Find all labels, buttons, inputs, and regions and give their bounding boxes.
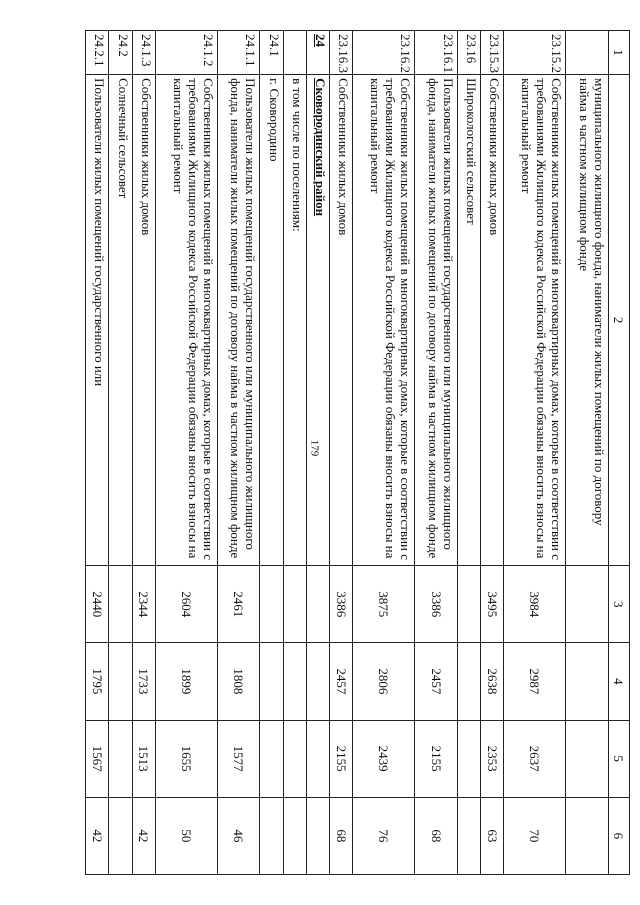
table-row [283, 31, 306, 875]
row-value-col4: 2806 [353, 643, 415, 720]
row-value-col4: 2457 [330, 643, 353, 720]
table-row [353, 31, 415, 875]
row-value-col4: 2457 [415, 643, 458, 720]
row-value-col5 [260, 720, 283, 797]
tariff-table-sheet [85, 30, 630, 875]
row-value-col3 [109, 566, 132, 643]
row-value-col6: 46 [217, 797, 260, 874]
table-row [504, 31, 566, 875]
table-row [330, 31, 353, 875]
row-code: 24.2 [109, 31, 132, 75]
table-row [457, 31, 480, 875]
row-value-col6 [260, 797, 283, 874]
header-col-1: 1 [609, 31, 630, 75]
row-value-col4: 2638 [481, 643, 504, 720]
header-col-6: 6 [609, 797, 630, 874]
row-value-col4 [283, 643, 306, 720]
row-name: Пользователи жилых помещений государственного или [86, 75, 109, 566]
row-value-col3: 2440 [86, 566, 109, 643]
row-value-col3: 2604 [155, 566, 217, 643]
row-code: 23.15.3 [481, 31, 504, 75]
row-name: в том числе по поселениям: [283, 75, 306, 566]
row-code: 23.16.2 [353, 31, 415, 75]
table-body [86, 31, 609, 875]
row-value-col6: 50 [155, 797, 217, 874]
row-value-col6: 63 [481, 797, 504, 874]
table-row [415, 31, 458, 875]
row-code: 24 [306, 31, 329, 75]
row-value-col3 [306, 566, 329, 643]
row-value-col5 [283, 720, 306, 797]
row-value-col3: 2344 [132, 566, 155, 643]
header-col-3: 3 [609, 566, 630, 643]
row-value-col3: 3386 [330, 566, 353, 643]
row-value-col5: 2439 [353, 720, 415, 797]
tariff-table [85, 30, 630, 875]
row-value-col5: 1577 [217, 720, 260, 797]
row-code: 24.1.1 [217, 31, 260, 75]
row-value-col4: 1795 [86, 643, 109, 720]
row-code: 24.2.1 [86, 31, 109, 75]
row-value-col3: 3495 [481, 566, 504, 643]
row-value-col5: 1655 [155, 720, 217, 797]
table-row [566, 31, 609, 875]
row-value-col6: 70 [504, 797, 566, 874]
row-value-col3 [283, 566, 306, 643]
row-name: г. Сковородино [260, 75, 283, 566]
row-value-col6: 42 [86, 797, 109, 874]
table-row [481, 31, 504, 875]
row-value-col5: 2155 [330, 720, 353, 797]
row-value-col3 [566, 566, 609, 643]
row-value-col5 [109, 720, 132, 797]
row-value-col6: 68 [330, 797, 353, 874]
row-code: 24.1 [260, 31, 283, 75]
row-code: 23.16 [457, 31, 480, 75]
row-value-col4: 1899 [155, 643, 217, 720]
row-value-col6 [457, 797, 480, 874]
table-row [217, 31, 260, 875]
row-name: Собственники жилых домов [132, 75, 155, 566]
row-value-col4 [566, 643, 609, 720]
row-name: Сковородинский район [306, 75, 329, 566]
row-value-col4: 2987 [504, 643, 566, 720]
row-value-col4: 1808 [217, 643, 260, 720]
table-row [260, 31, 283, 875]
row-value-col3: 3875 [353, 566, 415, 643]
row-name: Собственники жилых домов [481, 75, 504, 566]
row-value-col4 [260, 643, 283, 720]
row-code: 24.1.2 [155, 31, 217, 75]
row-value-col6: 68 [415, 797, 458, 874]
table-header-row [609, 31, 630, 875]
row-name: Собственники жилых помещений в многоквартирных домах, которые в соответствии с требованиями Жилищного кодекса Российской Федерации обязаны вносить взносы на капитальный ремонт [353, 75, 415, 566]
row-value-col3 [260, 566, 283, 643]
table-row [155, 31, 217, 875]
row-value-col5: 1567 [86, 720, 109, 797]
row-value-col3: 3984 [504, 566, 566, 643]
row-name: Собственники жилых помещений в многоквартирных домах, которые в соответствии с требованиями Жилищного кодекса Российской Федерации обязаны вносить взносы на капитальный ремонт [504, 75, 566, 566]
row-code: 24.1.3 [132, 31, 155, 75]
row-value-col5: 1513 [132, 720, 155, 797]
row-name: Солнечный сельсовет [109, 75, 132, 566]
row-value-col4 [457, 643, 480, 720]
row-name: муниципального жилищного фонда, наниматели жилых помещений по договору найма в частном жилищном фонде [566, 75, 609, 566]
row-code [566, 31, 609, 75]
row-code [283, 31, 306, 75]
header-col-5: 5 [609, 720, 630, 797]
row-code: 23.15.2 [504, 31, 566, 75]
row-value-col6 [306, 797, 329, 874]
row-value-col5: 2353 [481, 720, 504, 797]
row-value-col6: 42 [132, 797, 155, 874]
row-value-col6 [566, 797, 609, 874]
header-col-4: 4 [609, 643, 630, 720]
row-value-col6 [283, 797, 306, 874]
row-value-col3: 2461 [217, 566, 260, 643]
table-row [109, 31, 132, 875]
row-value-col5 [566, 720, 609, 797]
row-name: Пользователи жилых помещений государственного или муниципального жилищного фонда, наниматели жилых помещений по договору найма в частном жилищном фонде [415, 75, 458, 566]
row-value-col4: 1733 [132, 643, 155, 720]
row-value-col5 [306, 720, 329, 797]
row-value-col5 [457, 720, 480, 797]
row-name: Собственники жилых помещений в многоквартирных домах, которые в соответствии с требованиями Жилищного кодекса Российской Федерации обязаны вносить взносы на капитальный ремонт [155, 75, 217, 566]
row-name: Собственники жилых домов [330, 75, 353, 566]
row-code: 23.16.1 [415, 31, 458, 75]
row-code: 23.16.3 [330, 31, 353, 75]
page-number: 179 [308, 439, 321, 457]
row-value-col5: 2155 [415, 720, 458, 797]
row-value-col4 [109, 643, 132, 720]
row-value-col3 [457, 566, 480, 643]
row-value-col3: 3386 [415, 566, 458, 643]
header-col-2: 2 [609, 75, 630, 566]
row-value-col5: 2637 [504, 720, 566, 797]
row-name: Пользователи жилых помещений государственного или муниципального жилищного фонда, наниматели жилых помещений по договору найма в частном жилищном фонде [217, 75, 260, 566]
table-row [132, 31, 155, 875]
table-row [306, 31, 329, 875]
row-value-col4 [306, 643, 329, 720]
row-name: Широкологский сельсовет [457, 75, 480, 566]
row-value-col6: 76 [353, 797, 415, 874]
row-value-col6 [109, 797, 132, 874]
table-row [86, 31, 109, 875]
